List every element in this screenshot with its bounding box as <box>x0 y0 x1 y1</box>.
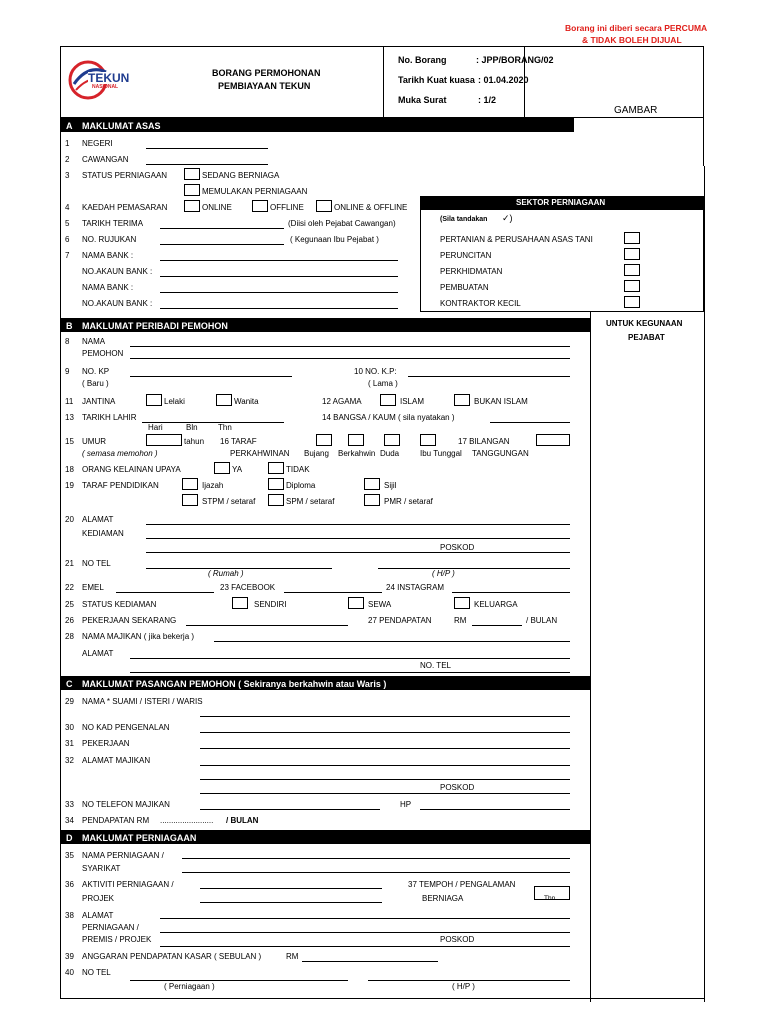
majikan-input[interactable] <box>214 641 570 642</box>
spm-checkbox[interactable] <box>268 494 284 506</box>
keluarga-label: KELUARGA <box>474 600 518 609</box>
tahun-label: tahun <box>184 437 205 446</box>
row-number: 22 <box>65 583 74 592</box>
notice-line-2: & TIDAK BOLEH DIJUAL <box>582 35 682 45</box>
d-aktiviti-input-2[interactable] <box>200 902 382 903</box>
status-label: STATUS PERNIAGAAN <box>82 171 168 180</box>
tanggungan-label: TANGGUNGAN <box>472 449 529 458</box>
bukan-islam-label: BUKAN ISLAM <box>474 397 528 406</box>
d-perniagaan-label: PERNIAGAAN / <box>82 923 139 932</box>
gambar-label: GAMBAR <box>614 105 658 116</box>
tarikh-label: Tarikh Kuat kuasa <box>398 75 475 85</box>
emel-label: EMEL <box>82 583 104 592</box>
duda-checkbox[interactable] <box>384 434 400 446</box>
row-number: 5 <box>65 219 70 228</box>
d-nama-label: NAMA PERNIAGAAN / <box>82 851 164 860</box>
online-offline-label: ONLINE & OFFLINE <box>334 203 408 212</box>
section-b-bar <box>60 318 590 332</box>
section-a-bar <box>60 118 574 132</box>
poskod-label: POSKOD <box>440 543 475 552</box>
d-no-tel-label: NO TEL <box>82 968 111 977</box>
row-number: 30 <box>65 723 74 732</box>
offline-checkbox[interactable] <box>252 200 268 212</box>
row-number: 11 <box>65 397 74 406</box>
alamat-input[interactable] <box>146 524 570 525</box>
agama-label: 12 AGAMA <box>322 397 362 406</box>
duda-label: Duda <box>380 449 400 458</box>
bangsa-label: 14 BANGSA / KAUM ( sila nyatakan ) <box>322 413 455 422</box>
muka-surat-value: : 1/2 <box>478 95 497 105</box>
hp-label: ( H/P ) <box>432 569 455 578</box>
row-number: 38 <box>65 911 74 920</box>
c-telefon-label: NO TELEFON MAJIKAN <box>82 800 170 809</box>
memulakan-checkbox[interactable] <box>184 184 200 196</box>
tarikh-value: : 01.04.2020 <box>478 75 529 85</box>
offline-label: OFFLINE <box>270 203 304 212</box>
baru-label: ( Baru ) <box>82 379 109 388</box>
row-number: 19 <box>65 481 74 490</box>
logo-subtext: NASIONAL <box>92 84 119 90</box>
bujang-checkbox[interactable] <box>316 434 332 446</box>
pemohon-label: PEMOHON <box>82 349 124 358</box>
alamat-majikan-input-2[interactable] <box>130 672 570 673</box>
row-number: 35 <box>65 851 74 860</box>
tanggungan-input[interactable] <box>536 434 570 446</box>
c-hp-input[interactable] <box>420 809 570 810</box>
d-syarikat-label: SYARIKAT <box>82 864 121 873</box>
bukan-islam-checkbox[interactable] <box>454 394 470 406</box>
facebook-input[interactable] <box>284 592 382 593</box>
sektor-item: PERKHIDMATAN <box>440 267 503 276</box>
d-tel-hp-input[interactable] <box>368 980 570 981</box>
d-tel-perniagaan-input[interactable] <box>130 980 348 981</box>
d-aktiviti-label: AKTIVITI PERNIAGAAN / <box>82 880 174 889</box>
diisi-note: (Diisi oleh Pejabat Cawangan) <box>288 219 396 228</box>
row-number: 15 <box>65 437 74 446</box>
lama-label: ( Lama ) <box>368 379 398 388</box>
d-poskod-label: POSKOD <box>440 935 475 944</box>
row-number: 33 <box>65 800 74 809</box>
instagram-input[interactable] <box>452 592 570 593</box>
d-premis-label: PREMIS / PROJEK <box>82 935 152 944</box>
section-b-title: MAKLUMAT PERIBADI PEMOHON <box>82 321 228 331</box>
tarikh-lahir-input[interactable] <box>142 422 284 423</box>
nama-bank-2-input[interactable] <box>160 292 398 293</box>
row-number: 36 <box>65 880 74 889</box>
thn-label: Thn <box>218 423 232 432</box>
no-tel-label: NO TEL <box>82 559 111 568</box>
row-number: 2 <box>65 155 70 164</box>
diploma-checkbox[interactable] <box>268 478 284 490</box>
cawangan-input[interactable] <box>146 164 268 165</box>
c-pekerjaan-label: PEKERJAAN <box>82 739 130 748</box>
notice-line-1: Borang ini diberi secara PERCUMA <box>565 23 708 33</box>
kediaman-label: KEDIAMAN <box>82 529 124 538</box>
no-kp-label: NO. KP <box>82 367 110 376</box>
no-kp-lama-label: 10 NO. K.P: <box>354 367 397 376</box>
tarikh-terima-label: TARIKH TERIMA <box>82 219 144 228</box>
spm-label: SPM / setaraf <box>286 497 335 506</box>
ijazah-label: Ijazah <box>202 481 224 490</box>
alamat-input-2[interactable] <box>146 538 570 539</box>
section-d-bar <box>60 830 590 844</box>
section-c-bar <box>60 676 590 690</box>
lelaki-checkbox[interactable] <box>146 394 162 406</box>
c-nama-label: NAMA * SUAMI / ISTERI / WARIS <box>82 697 203 706</box>
nama-label: NAMA <box>82 337 106 346</box>
section-a-letter: A <box>66 121 73 131</box>
diploma-label: Diploma <box>286 481 316 490</box>
no-akaun-2-input[interactable] <box>160 308 398 309</box>
alamat-input-3[interactable] <box>146 552 570 553</box>
alamat-majikan-input[interactable] <box>130 658 570 659</box>
pekerjaan-label: PEKERJAAN SEKARANG <box>82 616 177 625</box>
sektor-hint: (Sila tandakan <box>440 216 488 223</box>
d-anggaran-label: ANGGARAN PENDAPATAN KASAR ( SEBULAN ) <box>82 952 262 961</box>
ibu-tunggal-checkbox[interactable] <box>420 434 436 446</box>
tarikh-lahir-label: TARIKH LAHIR <box>82 413 137 422</box>
jantina-label: JANTINA <box>82 397 116 406</box>
rm-label: RM <box>454 616 467 625</box>
berkahwin-label: Berkahwin <box>338 449 376 458</box>
semasa-label: ( semasa memohon ) <box>82 449 158 458</box>
memulakan-label: MEMULAKAN PERNIAGAAN <box>202 187 308 196</box>
islam-label: ISLAM <box>400 397 425 406</box>
pejabat-label-2: PEJABAT <box>628 333 665 342</box>
d-alamat-input-3[interactable] <box>160 946 570 947</box>
kegunaan-note: ( Kegunaan Ibu Pejabat ) <box>290 235 379 244</box>
tidak-label: TIDAK <box>286 465 310 474</box>
no-borang-value: : JPP/BORANG/02 <box>476 55 554 65</box>
no-kp-input[interactable] <box>130 376 292 377</box>
sektor-checkbox[interactable] <box>624 296 640 308</box>
pendapatan-label: 27 PENDAPATAN <box>368 616 432 625</box>
kelainan-label: ORANG KELAINAN UPAYA <box>82 465 181 474</box>
pekerjaan-input[interactable] <box>186 625 348 626</box>
rumah-label: ( Rumah ) <box>208 569 244 578</box>
ijazah-checkbox[interactable] <box>182 478 198 490</box>
c-pendapatan-dots[interactable]: ........................ <box>160 816 214 825</box>
section-a-title: MAKLUMAT ASAS <box>82 121 161 131</box>
d-alamat-input[interactable] <box>160 918 570 919</box>
oku-tidak-checkbox[interactable] <box>268 462 284 474</box>
d-nama-input[interactable] <box>182 858 570 859</box>
no-akaun-input[interactable] <box>160 276 398 277</box>
row-number: 7 <box>65 251 70 260</box>
sektor-checkbox[interactable] <box>624 248 640 260</box>
d-rm-label: RM <box>286 952 299 961</box>
online-label: ONLINE <box>202 203 232 212</box>
sektor-checkbox[interactable] <box>624 232 640 244</box>
nama-input-2[interactable] <box>130 358 570 359</box>
d-anggaran-input[interactable] <box>302 961 438 962</box>
tick-icon: ✓) <box>502 213 513 223</box>
cawangan-label: CAWANGAN <box>82 155 129 164</box>
sijil-label: Sijil <box>384 481 397 490</box>
taraf-label: 16 TARAF <box>220 437 257 446</box>
no-tel-majikan-label: NO. TEL <box>420 661 451 670</box>
nama-bank-label: NAMA BANK : <box>82 251 134 260</box>
row-number: 31 <box>65 739 74 748</box>
umur-input[interactable] <box>146 434 182 446</box>
form-title-1: BORANG PERMOHONAN <box>212 68 321 78</box>
no-rujukan-label: NO. RUJUKAN <box>82 235 137 244</box>
c-alamat-input[interactable] <box>200 765 570 766</box>
d-berniaga-label: BERNIAGA <box>422 894 464 903</box>
sektor-item: KONTRAKTOR KECIL <box>440 299 521 308</box>
d-hp-label: ( H/P ) <box>452 982 475 991</box>
bulan-label: / BULAN <box>526 616 558 625</box>
keluarga-checkbox[interactable] <box>454 597 470 609</box>
emel-input[interactable] <box>116 592 214 593</box>
sijil-checkbox[interactable] <box>364 478 380 490</box>
wanita-checkbox[interactable] <box>216 394 232 406</box>
d-tempoh-label: 37 TEMPOH / PENGALAMAN <box>408 880 516 889</box>
sektor-title: SEKTOR PERNIAGAAN <box>516 198 606 207</box>
umur-label: UMUR <box>82 437 106 446</box>
row-number: 29 <box>65 697 74 706</box>
no-borang-label: No. Borang <box>398 55 447 65</box>
no-rujukan-input[interactable] <box>160 244 284 245</box>
row-number: 13 <box>65 413 74 422</box>
stpm-label: STPM / setaraf <box>202 497 256 506</box>
c-no-kad-input[interactable] <box>200 732 570 733</box>
row-number: 20 <box>65 515 74 524</box>
logo-text: TEKUN <box>88 71 130 85</box>
bujang-label: Bujang <box>304 449 329 458</box>
tekun-logo <box>66 56 136 104</box>
sedang-checkbox[interactable] <box>184 168 200 180</box>
nama-input[interactable] <box>130 346 570 347</box>
row-number: 21 <box>65 559 74 568</box>
negeri-input[interactable] <box>146 148 268 149</box>
online-checkbox[interactable] <box>184 200 200 212</box>
row-number: 9 <box>65 367 70 376</box>
wanita-label: Wanita <box>234 397 259 406</box>
d-perniagaan-tel-label: ( Perniagaan ) <box>164 982 215 991</box>
c-hp-label: HP <box>400 800 412 809</box>
section-d-title: MAKLUMAT PERNIAGAAN <box>82 833 197 843</box>
c-nama-input[interactable] <box>200 716 570 717</box>
section-d-letter: D <box>66 833 73 843</box>
sektor-item: PEMBUATAN <box>440 283 489 292</box>
status-kediaman-label: STATUS KEDIAMAN <box>82 600 157 609</box>
section-c-title: MAKLUMAT PASANGAN PEMOHON ( Sekiranya berkahwin atau Waris ) <box>82 679 387 689</box>
row-number: 25 <box>65 600 74 609</box>
pendapatan-input[interactable] <box>472 625 522 626</box>
nama-bank-2-label: NAMA BANK : <box>82 283 134 292</box>
d-alamat-label: ALAMAT <box>82 911 114 920</box>
muka-surat-label: Muka Surat <box>398 95 447 105</box>
form-bottom-border <box>60 998 704 999</box>
kaedah-label: KAEDAH PEMASARAN <box>82 203 168 212</box>
c-pekerjaan-input[interactable] <box>200 748 570 749</box>
sektor-item: PERUNCITAN <box>440 251 492 260</box>
row-number: 39 <box>65 952 74 961</box>
sektor-checkbox[interactable] <box>624 264 640 276</box>
d-projek-label: PROJEK <box>82 894 115 903</box>
row-number: 1 <box>65 139 70 148</box>
sendiri-checkbox[interactable] <box>232 597 248 609</box>
c-alamat-label: ALAMAT MAJIKAN <box>82 756 151 765</box>
d-aktiviti-input[interactable] <box>200 888 382 889</box>
row-number: 28 <box>65 632 74 641</box>
facebook-label: 23 FACEBOOK <box>220 583 276 592</box>
d-nama-input-2[interactable] <box>182 872 570 873</box>
c-pendapatan-label: PENDAPATAN RM <box>82 816 150 825</box>
online-offline-checkbox[interactable] <box>316 200 332 212</box>
pmr-label: PMR / setaraf <box>384 497 433 506</box>
d-thn-label: Thn <box>544 895 556 902</box>
sewa-label: SEWA <box>368 600 392 609</box>
sendiri-label: SENDIRI <box>254 600 287 609</box>
row-number: 34 <box>65 816 74 825</box>
ibu-tunggal-label: Ibu Tunggal <box>420 449 462 458</box>
ya-label: YA <box>232 465 243 474</box>
taraf-pendidikan-label: TARAF PENDIDIKAN <box>82 481 159 490</box>
c-bulan-label: / BULAN <box>226 816 259 825</box>
c-poskod-label: POSKOD <box>440 783 475 792</box>
sektor-item: PERTANIAN & PERUSAHAAN ASAS TANI <box>440 235 593 244</box>
alamat-majikan-label: ALAMAT <box>82 649 114 658</box>
d-alamat-input-2[interactable] <box>160 932 570 933</box>
majikan-label: NAMA MAJIKAN ( jika bekerja ) <box>82 632 195 641</box>
instagram-label: 24 INSTAGRAM <box>386 583 445 592</box>
no-kp-lama-input[interactable] <box>408 376 570 377</box>
sedang-label: SEDANG BERNIAGA <box>202 171 280 180</box>
alamat-label: ALAMAT <box>82 515 114 524</box>
c-alamat-input-2[interactable] <box>200 779 570 780</box>
form-title-2: PEMBIAYAAN TEKUN <box>218 81 311 91</box>
bangsa-input[interactable] <box>490 422 570 423</box>
c-alamat-input-3[interactable] <box>200 793 570 794</box>
c-no-kad-label: NO KAD PENGENALAN <box>82 723 170 732</box>
perkahwinan-label: PERKAHWINAN <box>230 449 290 458</box>
negeri-label: NEGERI <box>82 139 113 148</box>
oku-ya-checkbox[interactable] <box>214 462 230 474</box>
bilangan-label: 17 BILANGAN <box>458 437 510 446</box>
bln-label: Bln <box>186 423 198 432</box>
c-telefon-input[interactable] <box>200 809 380 810</box>
row-number: 26 <box>65 616 74 625</box>
tel-hp-input[interactable] <box>378 568 570 569</box>
pejabat-label-1: UNTUK KEGUNAAN <box>606 319 683 328</box>
sewa-checkbox[interactable] <box>348 597 364 609</box>
nama-bank-input[interactable] <box>160 260 398 261</box>
no-akaun-label: NO.AKAUN BANK : <box>82 267 153 276</box>
section-c-letter: C <box>66 679 73 689</box>
row-number: 4 <box>65 203 70 212</box>
sektor-checkbox[interactable] <box>624 280 640 292</box>
row-number: 6 <box>65 235 70 244</box>
tarikh-terima-input[interactable] <box>160 228 284 229</box>
row-number: 32 <box>65 756 74 765</box>
pmr-checkbox[interactable] <box>364 494 380 506</box>
row-number: 8 <box>65 337 70 346</box>
berkahwin-checkbox[interactable] <box>348 434 364 446</box>
header-frame <box>60 46 704 118</box>
islam-checkbox[interactable] <box>380 394 396 406</box>
section-b-letter: B <box>66 321 73 331</box>
row-number: 3 <box>65 171 70 180</box>
row-number: 18 <box>65 465 74 474</box>
no-akaun-2-label: NO.AKAUN BANK : <box>82 299 153 308</box>
hari-label: Hari <box>148 423 163 432</box>
stpm-checkbox[interactable] <box>182 494 198 506</box>
row-number: 40 <box>65 968 74 977</box>
lelaki-label: Lelaki <box>164 397 185 406</box>
